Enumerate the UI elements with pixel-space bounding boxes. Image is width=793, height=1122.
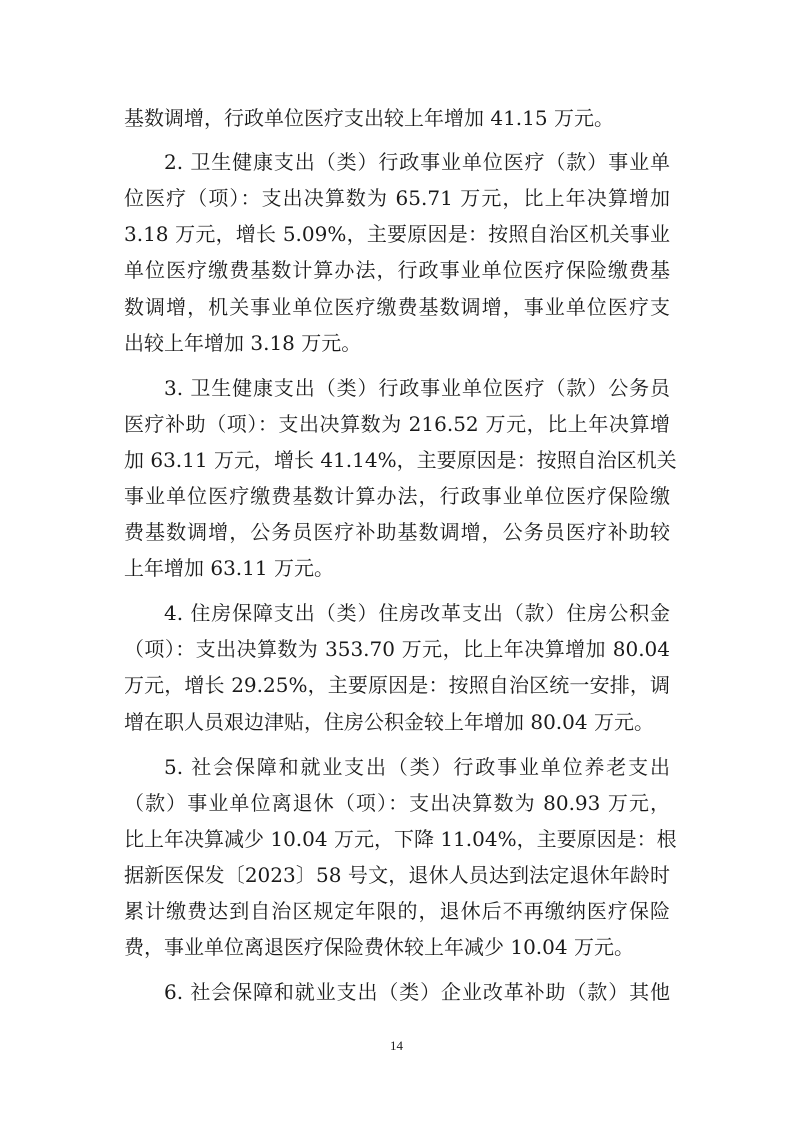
text-line: 费基数调增，公务员医疗补助基数调增，公务员医疗补助较 [124, 520, 670, 544]
text-line: 3. 卫生健康支出（类）行政事业单位医疗（款）公务员 [164, 376, 670, 400]
text-line: 出较上年增加 3.18 万元。 [124, 331, 362, 355]
page-number: 14 [390, 1038, 403, 1053]
text-line: 数调增，机关事业单位医疗缴费基数调增，事业单位医疗支 [124, 295, 670, 319]
text-line: 累计缴费达到自治区规定年限的，退休后不再缴纳医疗保险 [124, 899, 670, 923]
text-line: 基数调增，行政单位医疗支出较上年增加 41.15 万元。 [124, 106, 614, 130]
text-line: 单位医疗缴费基数计算办法，行政事业单位医疗保险缴费基 [124, 258, 670, 282]
text-line: 加 63.11 万元，增长 41.14%，主要原因是：按照自治区机关 [124, 448, 677, 472]
text-line: 2. 卫生健康支出（类）行政事业单位医疗（款）事业单 [164, 150, 670, 174]
text-line: 医疗补助（项）：支出决算数为 216.52 万元，比上年决算增 [124, 412, 670, 436]
text-line: 费，事业单位离退医疗保险费休较上年减少 10.04 万元。 [124, 935, 634, 959]
text-line: 增在职人员艰边津贴，住房公积金较上年增加 80.04 万元。 [124, 710, 654, 734]
text-line: 万元，增长 29.25%，主要原因是：按照自治区统一安排，调 [124, 673, 670, 697]
text-line: 据新医保发〔2023〕58 号文，退休人员达到法定退休年龄时 [124, 863, 670, 887]
text-line: 比上年决算减少 10.04 万元，下降 11.04%，主要原因是：根 [124, 827, 677, 851]
text-line: 5. 社会保障和就业支出（类）行政事业单位养老支出 [164, 755, 670, 779]
text-line: 6. 社会保障和就业支出（类）企业改革补助（款）其他 [164, 980, 670, 1004]
text-line: （款）事业单位离退休（项）：支出决算数为 80.93 万元， [124, 791, 670, 815]
text-line: 位医疗（项）：支出决算数为 65.71 万元，比上年决算增加 [124, 186, 670, 210]
text-line: （项）：支出决算数为 353.70 万元，比上年决算增加 80.04 [124, 637, 670, 661]
text-line: 4. 住房保障支出（类）住房改革支出（款）住房公积金 [164, 601, 670, 625]
text-line: 上年增加 63.11 万元。 [124, 556, 334, 580]
text-line: 事业单位医疗缴费基数计算办法，行政事业单位医疗保险缴 [124, 484, 670, 508]
text-line: 3.18 万元，增长 5.09%，主要原因是：按照自治区机关事业 [124, 222, 670, 246]
